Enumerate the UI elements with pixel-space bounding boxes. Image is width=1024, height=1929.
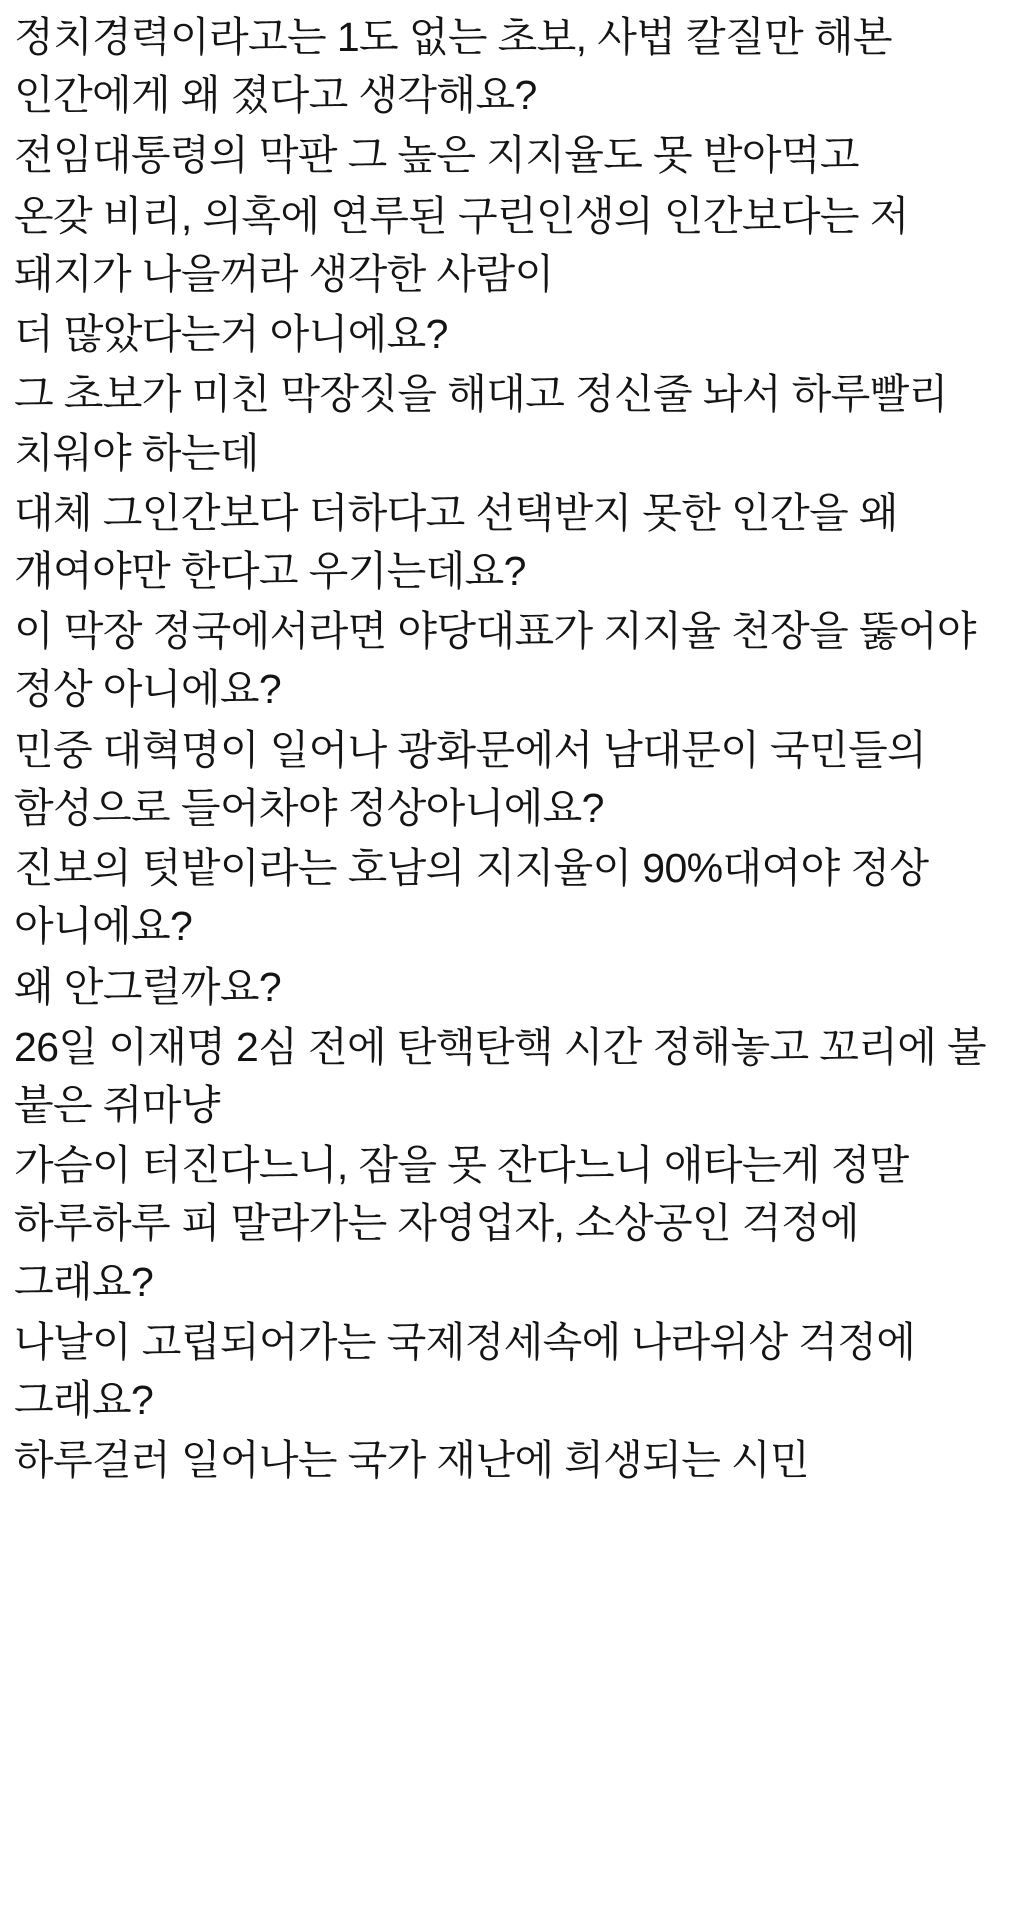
paragraph: 정치경력이라고는 1도 없는 초보, 사법 칼질만 해본 인간에게 왜 졌다고 생각해요?	[14, 14, 892, 119]
paragraph: 대체 그인간보다 더하다고 선택받지 못한 인간을 왜 걔여야만 한다고 우기는데요?	[14, 489, 898, 594]
paragraph: 그 초보가 미친 막장짓을 해대고 정신줄 놔서 하루빨리 치워야 하는데	[14, 371, 948, 476]
paragraph: 민중 대혁명이 일어나 광화문에서 남대문이 국민들의 함성으로 들어차야 정상아니에요?	[14, 726, 927, 831]
post-body	[14, 8, 1006, 1489]
paragraph: 나날이 고립되어가는 국제정세속에 나라위상 걱정에 그래요?	[14, 1318, 916, 1424]
paragraph: 온갖 비리, 의혹에 연루된 구린인생의 인간보다는 저 돼지가 나을꺼라 생각한 사람이	[14, 192, 909, 297]
paragraph: 하루걸러 일어나는 국가 재난에 희생되는 시민	[14, 1437, 810, 1484]
paragraph: 26일 이재명 2심 전에 탄핵탄핵 시간 정해놓고 꼬리에 불 붙은 쥐마냥	[14, 1023, 987, 1128]
paragraph: 더 많았다는거 아니에요?	[14, 311, 448, 358]
paragraph: 전임대통령의 막판 그 높은 지지율도 못 받아먹고	[14, 132, 859, 179]
paragraph: 가슴이 터진다느니, 잠을 못 잔다느니 애타는게 정말 하루하루 피 말라가는 자영업자, 소상공인 걱정에 그래요?	[14, 1142, 909, 1305]
paragraph: 이 막장 정국에서라면 야당대표가 지지율 천장을 뚫어야 정상 아니에요?	[14, 608, 976, 713]
paragraph: 왜 안그럴까요?	[14, 963, 282, 1010]
paragraph: 진보의 텃밭이라는 호남의 지지율이 90%대여야 정상 아니에요?	[14, 845, 929, 950]
